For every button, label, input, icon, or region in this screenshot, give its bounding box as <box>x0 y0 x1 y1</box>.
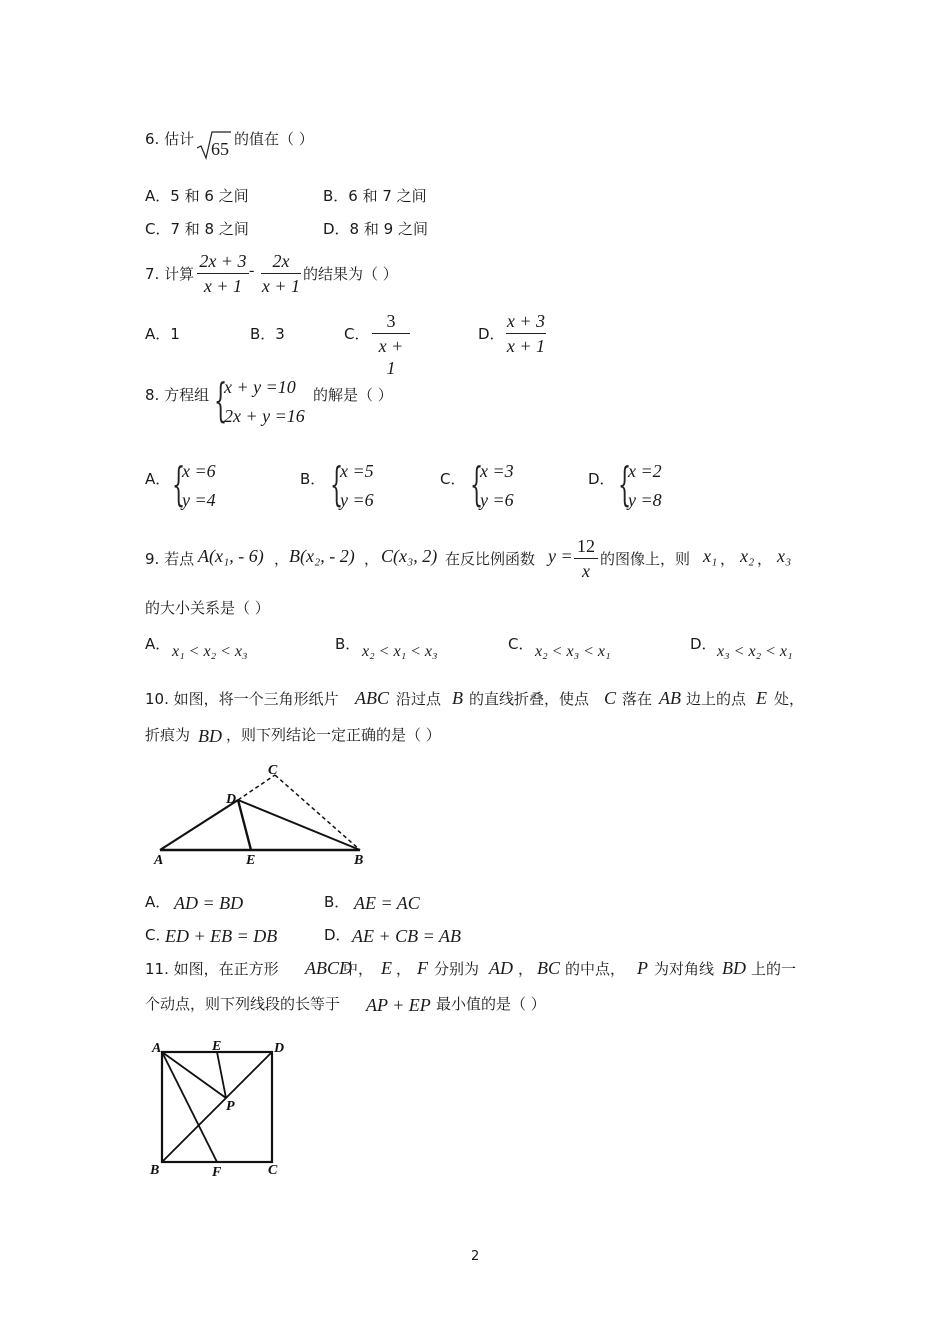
q7-c-denominator: x + 1 <box>378 336 404 378</box>
label-d: D <box>274 1041 285 1056</box>
q7-option-d-label: D． <box>478 325 505 343</box>
q6-option-c: C．7 和 8 之间 <box>145 220 249 238</box>
q8-option-d-line1: x =2 <box>628 461 662 481</box>
q11-text-3: 分别为 <box>434 960 480 978</box>
q9-option-b-expr: x₂ < x₁ < x₃ <box>362 643 438 660</box>
segment-db <box>238 800 360 850</box>
q8-option-a-line1: x =6 <box>182 461 216 481</box>
q8-option-b-line2: y =6 <box>340 490 374 510</box>
q9-option-c-label: C． <box>508 635 534 653</box>
q8-eq2: 2x + y =16 <box>224 406 305 426</box>
q8-option-d-line2: y =8 <box>628 490 662 510</box>
q6-suffix: 的值在（ ） <box>234 130 314 148</box>
q8-option-c-line2: y =6 <box>480 490 514 510</box>
q7-option-a: A．1 <box>145 325 180 343</box>
q9-option-d-label: D． <box>690 635 717 653</box>
segment-af <box>162 1052 217 1162</box>
q9-point-c: C(x₃, 2) <box>381 546 438 566</box>
q6-option-b: B．6 和 7 之间 <box>323 187 427 205</box>
q9-f-numerator: 12 <box>577 536 595 556</box>
label-e: E <box>212 1039 222 1054</box>
q7-f2-numerator: 2x <box>272 251 290 271</box>
q10-option-c-label: C． <box>145 926 171 944</box>
q7-fraction-1 <box>197 250 249 297</box>
q9-prefix: 9. 若点 <box>145 550 195 568</box>
q11-sep-1: ， <box>396 960 412 978</box>
q9-option-a-expr: x₁ < x₂ < x₃ <box>172 643 248 660</box>
q7-f1-denominator: x + 1 <box>203 276 243 296</box>
q6-option-d: D．8 和 9 之间 <box>323 220 428 238</box>
q9-option-b-label: B． <box>335 635 361 653</box>
q10-b: B <box>452 688 463 708</box>
q11-text-2: 中， <box>343 960 374 978</box>
q9-option-a-label: A． <box>145 635 171 653</box>
q10-text-6: 处， <box>774 690 805 708</box>
q10-text-1: 10. 如图，将一个三角形纸片 <box>145 690 339 708</box>
q11-text-1: 11. 如图，在正方形 <box>145 960 279 978</box>
segment-cb-dashed <box>275 775 360 850</box>
q9-fraction <box>574 535 598 582</box>
q7-option-c-label: C． <box>344 325 370 343</box>
q10-option-c-expr: ED + EB = DB <box>165 926 278 946</box>
q9-x2: x₂ <box>740 546 755 566</box>
label-f: F <box>212 1165 222 1180</box>
q10-option-a-expr: AD = BD <box>174 893 244 913</box>
q10-abc: ABC <box>355 688 389 708</box>
q7-d-numerator: x + 3 <box>506 311 546 331</box>
q9-tail-text: 的图像上，则 <box>600 550 691 568</box>
q11-text-4: 的中点， <box>565 960 626 978</box>
q11-line2-b: 最小值的是（ ） <box>436 995 546 1013</box>
q7-option-d-fraction <box>506 310 546 357</box>
q10-line2-b: ，则下列结论一定正确的是（ ） <box>226 726 441 744</box>
q10-text-3: 的直线折叠，使点 <box>469 690 590 708</box>
q10-option-b-label: B． <box>324 893 350 911</box>
q7-f1-numerator: 2x + 3 <box>199 251 247 271</box>
label-a: A <box>152 1041 162 1056</box>
q10-text-5: 边上的点 <box>686 690 747 708</box>
q8-option-b-line1: x =5 <box>340 461 374 481</box>
q10-line2-a: 折痕为 <box>145 726 191 744</box>
q11-ad: AD <box>489 958 513 978</box>
q6-prefix: 6. 估计 <box>145 130 195 148</box>
q10-option-d-label: D． <box>324 926 351 944</box>
segment-de <box>238 800 251 850</box>
q11-p: P <box>637 958 648 978</box>
q10-text-4: 落在 <box>622 690 653 708</box>
q8-option-b-label: B． <box>300 470 326 488</box>
q11-square-figure <box>148 1038 293 1180</box>
q9-point-a: A(x₁, - 6) <box>198 546 264 566</box>
q8-suffix: 的解是（ ） <box>313 386 393 404</box>
q11-ape: AP + EP <box>366 995 431 1015</box>
q8-eq1: x + y =10 <box>224 377 296 397</box>
q7-d-denominator: x + 1 <box>506 336 546 356</box>
q9-point-b: B(x₂, - 2) <box>289 546 355 566</box>
q9-mid-text: 在反比例函数 <box>445 550 536 568</box>
q9-y-equals: y = <box>548 546 573 566</box>
q8-option-c-brace: { <box>470 457 484 511</box>
label-c: C <box>268 763 278 778</box>
q8-option-b-brace: { <box>330 457 344 511</box>
q7-prefix: 7. 计算 <box>145 265 195 283</box>
label-b: B <box>150 1163 160 1178</box>
q9-f-denominator: x <box>582 561 590 581</box>
q8-option-a-brace: { <box>172 457 186 511</box>
q11-bc: BC <box>537 958 561 978</box>
q11-line2-a: 个动点，则下列线段的长等于 <box>145 995 341 1013</box>
q10-option-b-expr: AE = AC <box>354 893 420 913</box>
q10-text-2: 沿过点 <box>396 690 442 708</box>
segment-ep <box>217 1052 226 1098</box>
segment-ap <box>162 1052 226 1098</box>
q11-e: E <box>381 958 392 978</box>
q10-ab: AB <box>659 688 681 708</box>
q8-option-a-label: A． <box>145 470 171 488</box>
label-e: E <box>246 853 256 868</box>
q11-text-5: 为对角线 <box>654 960 715 978</box>
segment-ad <box>160 800 238 850</box>
q9-x1: x₁ <box>703 546 718 566</box>
q8-option-d-brace: { <box>618 457 632 511</box>
segment-dc-dashed <box>238 775 275 800</box>
q7-option-b: B．3 <box>250 325 285 343</box>
q8-option-a-line2: y =4 <box>182 490 216 510</box>
page-number: 2 <box>471 1249 480 1264</box>
q8-option-c-label: C． <box>440 470 466 488</box>
q8-option-d-label: D． <box>588 470 615 488</box>
q9-option-c-expr: x₂ < x₃ < x₁ <box>535 643 611 660</box>
label-a: A <box>154 853 164 868</box>
label-b: B <box>354 853 364 868</box>
q11-f: F <box>417 958 428 978</box>
q7-option-c-fraction <box>372 310 410 379</box>
q9-x3: x₃ <box>777 546 792 566</box>
label-p: P <box>226 1099 235 1114</box>
q6-option-a: A．5 和 6 之间 <box>145 187 249 205</box>
q10-bd: BD <box>198 726 222 746</box>
q6-radicand: 65 <box>211 139 229 159</box>
q8-option-c-line1: x =3 <box>480 461 514 481</box>
q11-abcd: ABCD <box>305 958 352 978</box>
q11-bd: BD <box>722 958 746 978</box>
q10-option-d-expr: AE + CB = AB <box>352 926 461 946</box>
q10-option-a-label: A． <box>145 893 171 911</box>
q7-f2-denominator: x + 1 <box>261 276 301 296</box>
label-c: C <box>268 1163 278 1178</box>
q7-fraction-2 <box>261 250 301 297</box>
q9-option-d-expr: x₃ < x₂ < x₁ <box>717 643 793 660</box>
q8-brace: { <box>214 373 228 427</box>
q7-minus: - <box>249 262 255 279</box>
label-d: D <box>226 792 237 807</box>
q11-sep-2: ， <box>518 960 534 978</box>
q8-prefix: 8. 方程组 <box>145 386 210 404</box>
q10-triangle-figure <box>150 758 380 870</box>
q7-suffix: 的结果为（ ） <box>303 265 398 283</box>
q10-e: E <box>756 688 767 708</box>
q7-c-numerator: 3 <box>386 311 396 331</box>
q9-line2: 的大小关系是（ ） <box>145 599 270 617</box>
diagonal-bd <box>162 1052 272 1162</box>
q10-c: C <box>604 688 617 708</box>
q11-text-6: 上的一 <box>751 960 797 978</box>
